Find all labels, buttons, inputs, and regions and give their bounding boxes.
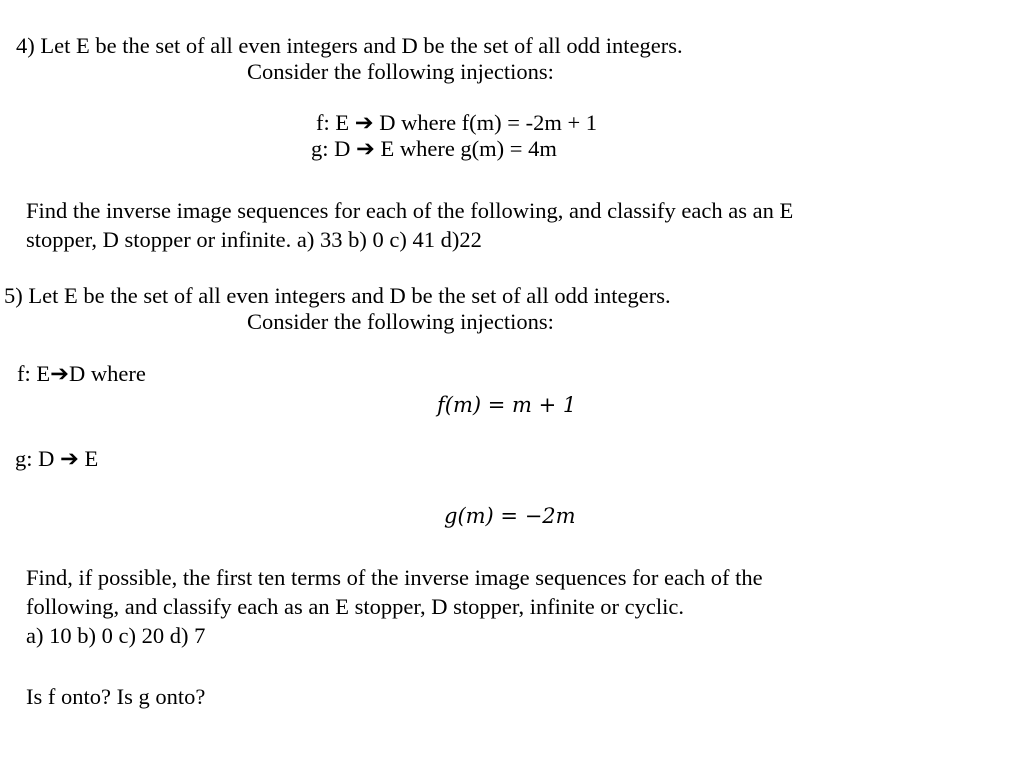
problem5-task-line2: following, and classify each as an E stopper, D stopper, infinite or cyclic. — [26, 594, 685, 619]
problem5-g-formula — [444, 503, 576, 529]
problem5-intro: 5) Let E be the set of all even integers and D be the set of all odd integers. — [4, 283, 671, 308]
problem5-g-formula-text: g(m) = −2m — [444, 504, 576, 528]
problem5-g-label: g: D ➔ E — [15, 446, 99, 471]
problem5-task-line1: Find, if possible, the first ten terms of the inverse image sequences for each of the — [26, 565, 763, 590]
problem5-task-line3: a) 10 b) 0 c) 20 d) 7 — [26, 623, 206, 648]
problem5-f-formula-text: f(m) = m + 1 — [437, 393, 577, 417]
problem5-onto-question: Is f onto? Is g onto? — [26, 684, 206, 709]
problem4-task-line2: stopper, D stopper or infinite. a) 33 b) 0 c) 41 d)22 — [26, 227, 482, 252]
problem4-task-line1: Find the inverse image sequences for each of the following, and classify each as an E — [26, 198, 794, 223]
problem4-f-definition: f: E ➔ D where f(m) = -2m + 1 — [316, 110, 598, 135]
problem4-g-definition: g: D ➔ E where g(m) = 4m — [311, 136, 557, 161]
problem4-intro: 4) Let E be the set of all even integers and D be the set of all odd integers. — [16, 33, 683, 58]
problem4-consider-line: Consider the following injections: — [247, 59, 554, 84]
problem5-f-formula — [437, 392, 576, 418]
problem5-consider-line: Consider the following injections: — [247, 309, 554, 334]
problem5-f-label: f: E➔D where — [17, 361, 146, 386]
